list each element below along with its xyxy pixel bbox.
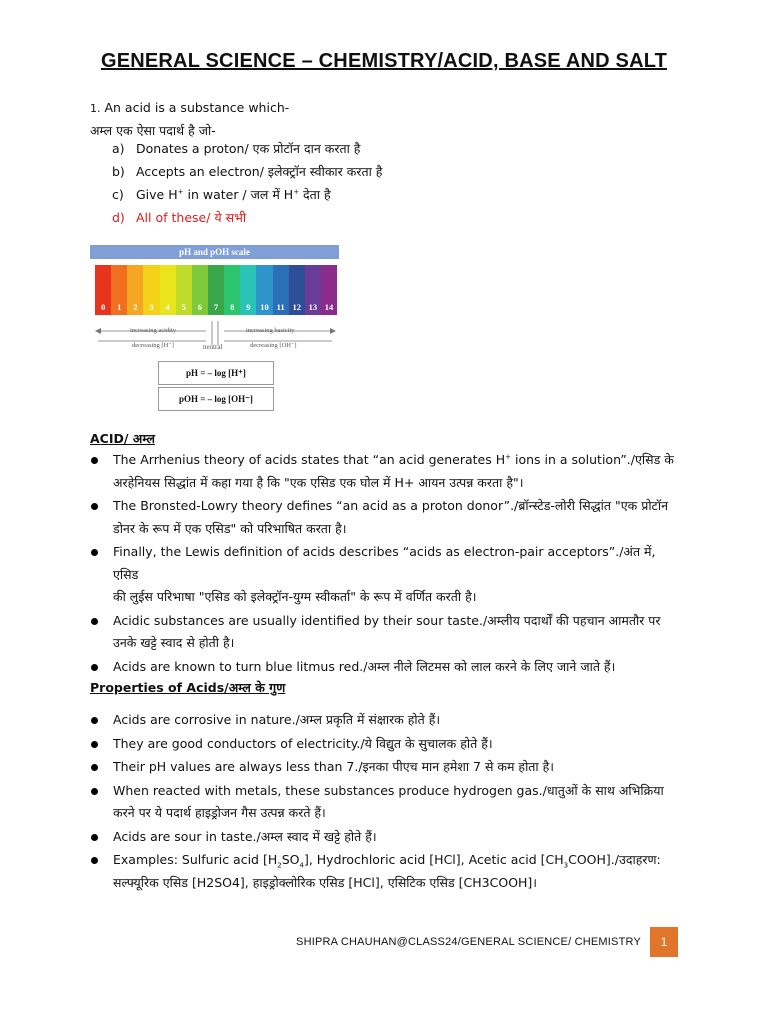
bullet-icon bbox=[91, 741, 98, 748]
question-text-hi: अम्ल एक ऐसा पदार्थ है जो- bbox=[90, 123, 216, 138]
ph-bar-label: 1 bbox=[117, 302, 122, 312]
question-number: 1. bbox=[90, 102, 101, 115]
acid-list bbox=[90, 449, 680, 679]
bullet-icon bbox=[91, 717, 98, 724]
ph-bar-label: 6 bbox=[197, 302, 203, 312]
ph-bar-6 bbox=[192, 265, 208, 315]
ph-bar-5 bbox=[176, 265, 192, 315]
formula-poh: pOH = – log [OH⁻] bbox=[158, 387, 274, 411]
ph-bar-label: 8 bbox=[230, 302, 235, 312]
bullet-icon bbox=[91, 549, 98, 556]
question-text-en: An acid is a substance which- bbox=[104, 100, 290, 115]
ph-bar-9 bbox=[240, 265, 256, 315]
list-item: They are good conductors of electricity./ये विद्युत के सुचालक होते हैं। bbox=[90, 733, 680, 756]
ph-bar-label: 7 bbox=[213, 302, 219, 312]
list-item: Their pH values are always less than 7./इनका पीएच मान हमेशा 7 से कम होता है। bbox=[90, 756, 680, 779]
option-a: a) Donates a proton/ एक प्रोटॉन दान करता है bbox=[112, 141, 361, 156]
ph-bar-label: 3 bbox=[149, 302, 154, 312]
label-increasing-basicity: increasing basicity bbox=[246, 327, 295, 334]
ph-bar-label: 9 bbox=[246, 302, 251, 312]
label-decreasing-oh: decreasing [OH⁻] bbox=[250, 342, 297, 349]
answer-options bbox=[112, 137, 382, 229]
ph-bar-label: 13 bbox=[308, 302, 318, 312]
ph-bar-label: 0 bbox=[100, 302, 106, 312]
label-neutral: neutral bbox=[203, 343, 223, 351]
ph-bar-14 bbox=[321, 265, 337, 315]
ph-bar-12 bbox=[289, 265, 305, 315]
ph-scale-figure bbox=[90, 243, 340, 413]
ph-bar-2 bbox=[127, 265, 143, 315]
ph-bar-11 bbox=[273, 265, 289, 315]
ph-bar-13 bbox=[305, 265, 321, 315]
question-stem bbox=[90, 97, 289, 142]
ph-bar-3 bbox=[143, 265, 159, 315]
bullet-icon bbox=[91, 503, 98, 510]
list-item: Acids are sour in taste./अम्ल स्वाद में खट्टे होते हैं। bbox=[90, 826, 680, 849]
ph-bar-label: 12 bbox=[292, 302, 301, 312]
list-item: When reacted with metals, these substances produce hydrogen gas./धातुओं के साथ अभिक्रिया करने पर ये पदार्थ हाइड्रोजन गैस उत्पन्न करते हैं। bbox=[90, 780, 680, 825]
page-title: GENERAL SCIENCE – CHEMISTRY/ACID, BASE AND SALT bbox=[100, 50, 668, 72]
list-item: Finally, the Lewis definition of acids describes “acids as electron-pair acceptors”./अंत में, एसिड की लुईस परिभाषा "एसिड को इलेक्ट्रॉन-युग्म स्वीकर्ता" के रूप में वर्णित करती है। bbox=[90, 541, 680, 609]
ph-bar-1 bbox=[111, 265, 127, 315]
page-number: 1 bbox=[650, 927, 678, 957]
list-item: Acids are corrosive in nature./अम्ल प्रकृति में संक्षारक होते हैं। bbox=[90, 709, 680, 732]
ph-bar-4 bbox=[160, 265, 176, 315]
formula-ph: pH = – log [H⁺] bbox=[158, 361, 274, 385]
list-item: Acids are known to turn blue litmus red./अम्ल नीले लिटमस को लाल करने के लिए जाने जाते हैं। bbox=[90, 656, 680, 679]
list-item: The Arrhenius theory of acids states that “an acid generates H+ ions in a solution”./एसिड के अरहेनियस सिद्धांत में कहा गया है कि "एक एसिड एक घोल में H+ आयन उत्पन्न करता है"। bbox=[90, 449, 680, 494]
ph-bar-10 bbox=[256, 265, 272, 315]
properties-list bbox=[90, 709, 680, 895]
ph-bar-label: 14 bbox=[324, 302, 334, 312]
list-item: The Bronsted-Lowry theory defines “an acid as a proton donor”./ब्रॉन्स्टेड-लोरी सिद्धांत "एक प्रोटॉन डोनर के रूप में एक एसिड" को परिभाषित करता है। bbox=[90, 495, 680, 540]
label-increasing-acidity: increasing acidity bbox=[130, 327, 177, 334]
ph-bar-8 bbox=[224, 265, 240, 315]
bullet-icon bbox=[91, 834, 98, 841]
list-item: Acidic substances are usually identified by their sour taste./अम्लीय पदार्थों की पहचान आमतौर पर उनके खट्टे स्वाद से होती है। bbox=[90, 610, 680, 655]
label-decreasing-h: decreasing [H⁻] bbox=[132, 342, 174, 349]
ph-bar-label: 4 bbox=[165, 302, 170, 312]
ph-bar-label: 2 bbox=[133, 302, 138, 312]
bullet-icon bbox=[91, 764, 98, 771]
bullet-icon bbox=[91, 618, 98, 625]
bullet-icon bbox=[91, 788, 98, 795]
ph-bar-label: 11 bbox=[276, 302, 285, 312]
ph-bar-7 bbox=[208, 265, 224, 315]
ph-color-bars bbox=[95, 265, 337, 315]
ph-bar-label: 5 bbox=[181, 302, 186, 312]
ph-bar-0 bbox=[95, 265, 111, 315]
bullet-icon bbox=[91, 664, 98, 671]
list-item: Examples: Sulfuric acid $[H_2SO_4]$, Hydrochloric acid [HCl], Acetic acid $[CH_3COOH]./उदाहरण$: सल्फ्यूरिक एसिड [H2SO4], हाइड्रोक्लोरिक एसिड [HCl], एसिटिक एसिड [CH3COOH]। bbox=[90, 849, 680, 894]
option-c: c) Give H+ in water / जल में H+ देता है bbox=[112, 187, 331, 202]
acid-heading: ACID/ अम्ल bbox=[90, 431, 155, 446]
properties-heading: Properties of Acids/अम्ल के गुण bbox=[90, 680, 286, 695]
option-d-correct: d) All of these/ ये सभी bbox=[112, 210, 247, 225]
ph-scale-title: pH and pOH scale bbox=[90, 245, 339, 259]
ph-bar-label: 10 bbox=[260, 302, 269, 312]
footer-text: SHIPRA CHAUHAN@CLASS24/GENERAL SCIENCE/ CHEMISTRY bbox=[296, 936, 641, 948]
bullet-icon bbox=[91, 457, 98, 464]
bullet-icon bbox=[91, 857, 98, 864]
option-b: b) Accepts an electron/ इलेक्ट्रॉन स्वीकार करता है bbox=[112, 164, 383, 179]
